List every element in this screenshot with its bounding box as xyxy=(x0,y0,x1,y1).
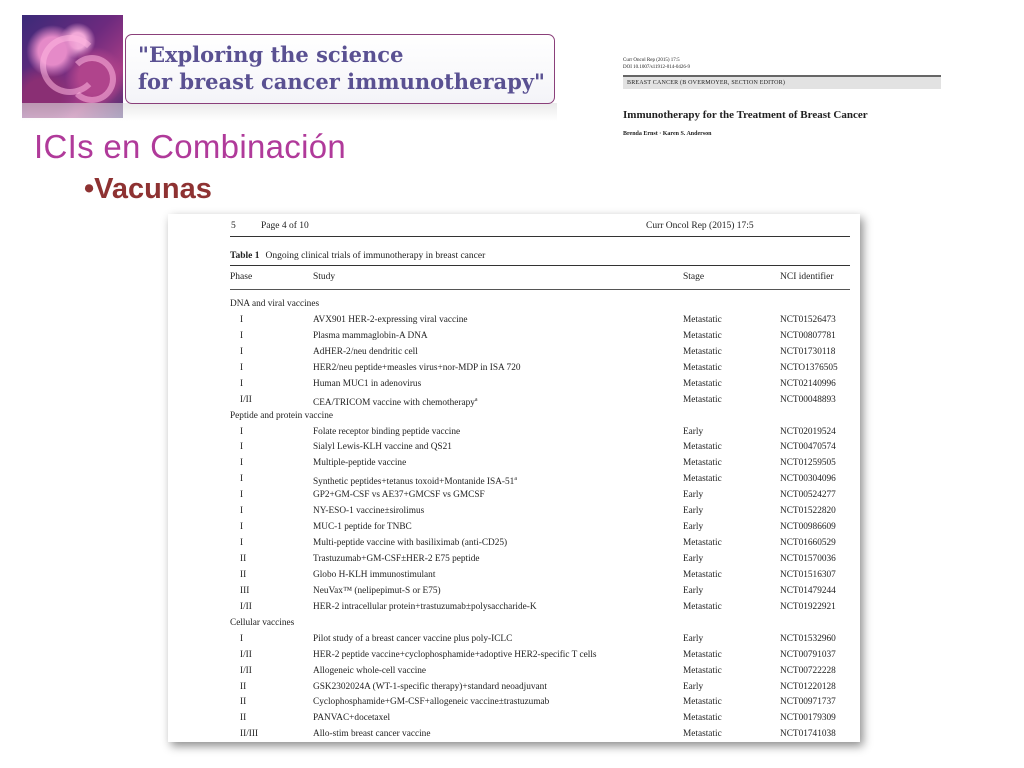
cell-study: GP2+GM-CSF vs AE37+GMCSF vs GMCSF xyxy=(313,490,485,501)
group-label: Peptide and protein vaccine xyxy=(230,410,334,421)
cell-stage: Early xyxy=(683,585,704,596)
cell-study: GSK2302024A (WT-1-specific therapy)+standard neoadjuvant xyxy=(313,681,547,692)
cell-phase: II xyxy=(240,554,247,564)
column-header-study: Study xyxy=(313,272,336,282)
cell-study: Multi-peptide vaccine with basiliximab (anti-CD25) xyxy=(313,538,508,549)
cell-phase: II xyxy=(240,569,247,580)
cell-phase: II xyxy=(240,697,247,708)
cell-nci: NCT01522820 xyxy=(780,506,836,517)
table-caption xyxy=(230,251,485,261)
cell-nci: NCT01730118 xyxy=(780,346,836,357)
cell-nci: NCT00524277 xyxy=(780,490,836,501)
cell-study: Sialyl Lewis-KLH vaccine and QS21 xyxy=(313,442,452,453)
cell-phase: I xyxy=(240,330,244,341)
cell-study: Allo-stim breast cancer vaccine xyxy=(313,729,431,740)
table-row xyxy=(230,377,850,393)
page-of: Page 4 of 10 xyxy=(261,221,309,231)
cell-phase: I xyxy=(240,522,244,533)
cell-nci: NCT01532960 xyxy=(780,633,836,644)
article-doi: DOI 10.1007/s11912-014-0426-9 xyxy=(623,65,691,70)
cell-nci: NCT00304096 xyxy=(780,474,836,485)
cell-study: HER-2 peptide vaccine+cyclophosphamide+adoptive HER2-specific T cells xyxy=(313,649,597,660)
table-group-row xyxy=(230,409,850,425)
cell-phase: I xyxy=(240,314,244,325)
cell-stage: Early xyxy=(683,554,704,564)
cell-nci: NCT00470574 xyxy=(780,442,836,453)
cell-phase: II xyxy=(240,681,247,692)
table-row xyxy=(230,472,850,488)
footnote-marker: a xyxy=(474,396,478,403)
column-header-stage: Stage xyxy=(683,272,705,282)
page-number: 5 xyxy=(231,221,236,231)
cell-nci: NCT00986609 xyxy=(780,522,836,533)
cell-study: MUC-1 peptide for TNBC xyxy=(313,522,412,533)
cell-phase: I xyxy=(240,442,244,453)
article-authors: Brenda Ernst · Karen S. Anderson xyxy=(623,131,712,137)
cell-stage: Metastatic xyxy=(683,697,722,708)
cell-study: Pilot study of a breast cancer vaccine plus poly-ICLC xyxy=(313,633,513,644)
table-group-row xyxy=(230,297,850,313)
table-row xyxy=(230,329,850,345)
cell-stage: Metastatic xyxy=(683,649,722,660)
cell-stage: Metastatic xyxy=(683,569,722,580)
cell-nci: NCT01741038 xyxy=(780,729,836,740)
cell-nci: NCT01479244 xyxy=(780,585,836,596)
cell-study: Cyclophosphamide+GM-CSF+allogeneic vaccine±trastuzumab xyxy=(313,697,550,708)
table-caption-label: Table 1 xyxy=(230,251,260,261)
logo-reflection xyxy=(22,103,557,121)
cell-nci: NCT01922921 xyxy=(780,601,836,612)
cell-nci: NCT01526473 xyxy=(780,314,836,325)
slide-title: ICIs en Combinación xyxy=(34,128,347,165)
cell-stage: Metastatic xyxy=(683,330,722,341)
cell-phase: I xyxy=(240,474,244,485)
cell-study: Trastuzumab+GM-CSF±HER-2 E75 peptide xyxy=(313,554,480,564)
cell-study: NY-ESO-1 vaccine±sirolimus xyxy=(313,506,425,517)
table-row xyxy=(230,552,850,568)
table-row xyxy=(230,361,850,377)
cell-stage: Metastatic xyxy=(683,729,722,740)
column-header-nci: NCI identifier xyxy=(780,272,834,282)
table-row xyxy=(230,393,850,409)
rule xyxy=(230,289,850,290)
cell-stage: Early xyxy=(683,506,704,517)
cell-nci: NCT02140996 xyxy=(780,378,836,389)
table-row xyxy=(230,584,850,600)
table-row xyxy=(230,488,850,504)
cell-nci: NCT00179309 xyxy=(780,713,836,724)
cell-phase: I xyxy=(240,362,244,373)
table-caption-text: Ongoing clinical trials of immunotherapy in breast cancer xyxy=(265,251,486,261)
cell-phase: II xyxy=(240,713,247,724)
cell-study: AdHER-2/neu dendritic cell xyxy=(313,346,418,357)
table-row xyxy=(230,504,850,520)
cell-phase: III xyxy=(240,585,250,596)
cell-stage: Metastatic xyxy=(683,538,722,549)
cell-stage: Early xyxy=(683,426,704,437)
cell-stage: Early xyxy=(683,633,704,644)
cell-stage: Metastatic xyxy=(683,378,722,389)
cell-study: Multiple-peptide vaccine xyxy=(313,458,407,469)
cell-stage: Metastatic xyxy=(683,474,722,485)
banner-line-2: for breast cancer immunotherapy" xyxy=(138,69,545,94)
cell-nci: NCT01220128 xyxy=(780,681,836,692)
cell-phase: II/III xyxy=(240,729,259,740)
cell-phase: I xyxy=(240,490,244,501)
article-citation: Curr Oncol Rep (2015) 17:5 xyxy=(623,58,680,63)
study-text: CEA/TRICOM vaccine with chemotherapy xyxy=(313,397,475,408)
page-journal: Curr Oncol Rep (2015) 17:5 xyxy=(646,221,754,231)
cell-nci: NCT01660529 xyxy=(780,538,836,549)
banner-box xyxy=(125,34,555,104)
table-row xyxy=(230,600,850,616)
table-row xyxy=(230,680,850,696)
cell-nci: NCT00791037 xyxy=(780,649,836,660)
table-row xyxy=(230,695,850,711)
cell-stage: Early xyxy=(683,490,704,501)
table-row xyxy=(230,568,850,584)
footnote-marker: a xyxy=(514,476,517,483)
table-body xyxy=(230,297,850,742)
cell-phase: I/II xyxy=(240,394,252,405)
cell-study: Globo H-KLH immunostimulant xyxy=(313,569,436,580)
study-text: Synthetic peptides+tetanus toxoid+Montanide ISA-51 xyxy=(313,477,515,488)
cell-study: PANVAC+docetaxel xyxy=(313,713,391,724)
cell-nci: NCTO1376505 xyxy=(780,362,838,373)
table-group-row xyxy=(230,616,850,632)
logo-swirl xyxy=(68,55,116,103)
bullet: • xyxy=(84,173,95,205)
cell-phase: I xyxy=(240,633,244,644)
cell-nci: NCT01259505 xyxy=(780,458,836,469)
cell-phase: I/II xyxy=(240,649,252,660)
article-title: Immunotherapy for the Treatment of Breast Cancer xyxy=(623,109,868,121)
rule xyxy=(230,236,850,237)
banner-line-1: "Exploring the science xyxy=(138,42,404,67)
article-section-bar: BREAST CANCER (B OVERMOYER, SECTION EDITOR) xyxy=(623,75,941,89)
slide-subtitle xyxy=(84,173,212,206)
cell-study: Allogeneic whole-cell vaccine xyxy=(313,665,427,676)
cell-study: AVX901 HER-2-expressing viral vaccine xyxy=(313,314,468,325)
cell-phase: I/II xyxy=(240,601,252,612)
article-header xyxy=(623,57,943,137)
cell-study: Plasma mammaglobin-A DNA xyxy=(313,330,428,341)
rule xyxy=(230,265,850,266)
group-label: Cellular vaccines xyxy=(230,617,295,628)
table-image xyxy=(168,214,860,742)
table-row xyxy=(230,664,850,680)
cell-nci: NCT00807781 xyxy=(780,330,836,341)
table-row xyxy=(230,520,850,536)
cell-study: HER-2 intracellular protein+trastuzumab±polysaccharide-K xyxy=(313,601,537,612)
column-header-phase: Phase xyxy=(230,272,253,282)
cell-stage: Metastatic xyxy=(683,601,722,612)
cell-nci: NCT00971737 xyxy=(780,697,836,708)
cell-stage: Early xyxy=(683,522,704,533)
cell-phase: I xyxy=(240,506,244,517)
table-row xyxy=(230,711,850,727)
cell-phase: I/II xyxy=(240,665,252,676)
cell-nci: NCT00722228 xyxy=(780,665,836,676)
cell-stage: Metastatic xyxy=(683,346,722,357)
table-row xyxy=(230,313,850,329)
cell-stage: Metastatic xyxy=(683,442,722,453)
cell-stage: Metastatic xyxy=(683,458,722,469)
table-row xyxy=(230,456,850,472)
cell-nci: NCT00048893 xyxy=(780,394,836,405)
cell-phase: I xyxy=(240,458,244,469)
table-row xyxy=(230,727,850,742)
table-row xyxy=(230,345,850,361)
cell-study: Folate receptor binding peptide vaccine xyxy=(313,426,461,437)
cell-nci: NCT01516307 xyxy=(780,569,836,580)
cell-stage: Metastatic xyxy=(683,665,722,676)
cell-stage: Metastatic xyxy=(683,314,722,325)
table-row xyxy=(230,632,850,648)
cell-nci: NCT02019524 xyxy=(780,426,836,437)
cell-stage: Metastatic xyxy=(683,713,722,724)
cell-phase: I xyxy=(240,346,244,357)
table-row xyxy=(230,536,850,552)
cell-nci: NCT01570036 xyxy=(780,554,836,564)
cell-study: HER2/neu peptide+measles virus+nor-MDP in ISA 720 xyxy=(313,362,521,373)
table-row xyxy=(230,425,850,441)
cell-stage: Metastatic xyxy=(683,394,722,405)
cell-phase: I xyxy=(240,538,244,549)
table-row xyxy=(230,648,850,664)
subtitle-text: Vacunas xyxy=(94,173,212,205)
cell-phase: I xyxy=(240,378,244,389)
cell-study: NeuVax™ (nelipepimut-S or E75) xyxy=(313,585,441,596)
cell-phase: I xyxy=(240,426,244,437)
table-row xyxy=(230,440,850,456)
cell-stage: Metastatic xyxy=(683,362,722,373)
group-label: DNA and viral vaccines xyxy=(230,299,320,309)
cell-stage: Early xyxy=(683,681,704,692)
cell-study: Human MUC1 in adenovirus xyxy=(313,378,422,389)
